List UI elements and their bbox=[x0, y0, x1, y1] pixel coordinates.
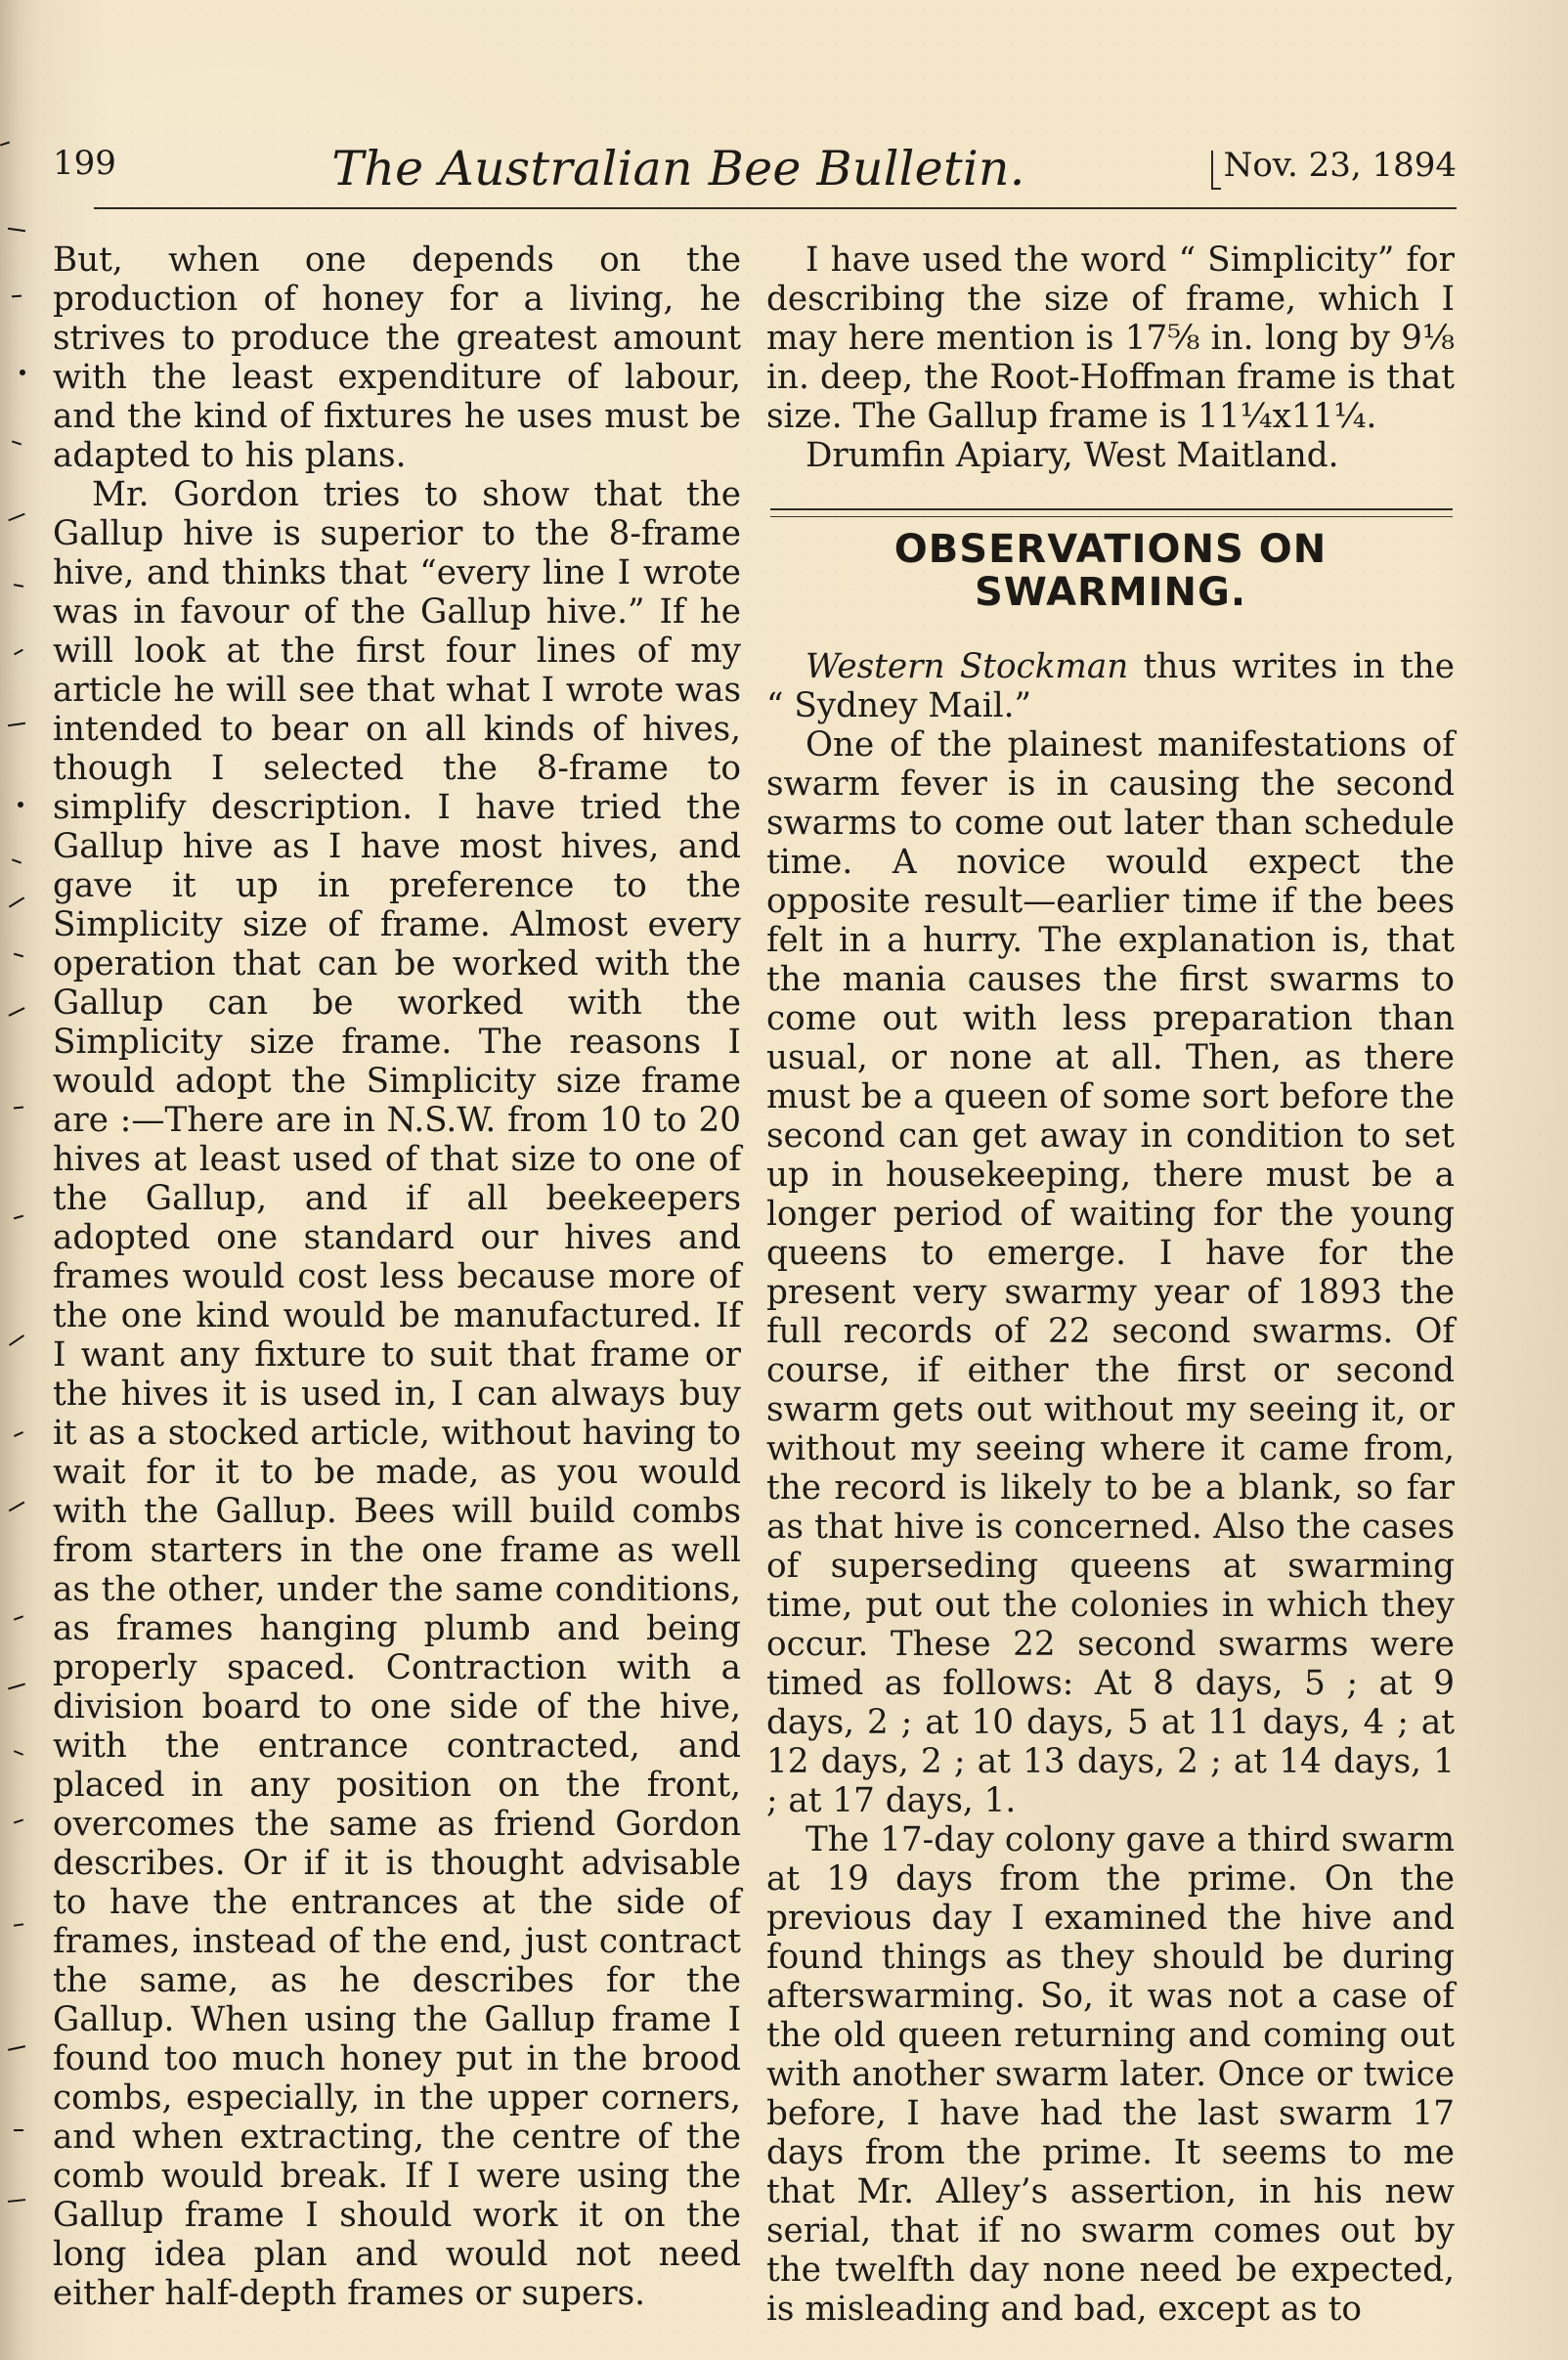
section-rule bbox=[770, 508, 1453, 510]
right-paragraph-1: I have used the word “ Simplicity” for describing the size of frame, which I may here mention is 17⅝ in. long by 9⅛ in. deep, the Root-Hoffman frame is that size. The Gallup frame is 11¼x11¼. bbox=[766, 240, 1455, 436]
binding-edge bbox=[0, 0, 39, 2360]
source-name: Western Stockman bbox=[806, 647, 1129, 687]
section-title: OBSERVATIONS ON SWARMING. bbox=[893, 527, 1328, 616]
apiary-signature: Drumfin Apiary, West Maitland. bbox=[806, 436, 1339, 475]
source-intro bbox=[766, 647, 1455, 725]
left-paragraph-2: Mr. Gordon tries to show that the Gallup hive is superior to the 8-frame hive, and thinks that “every line I wrote was in favour of the Gallup hive.” If he will look at the first four lines of my article he will see that what I wrote was intended to bear on all kinds of hives, though I selected the 8-frame to simplify description. I have tried the Gallup hive as I have most hives, and gave it up in preference to the Simplicity size of frame. Almost every operation that can be worked with the Gallup can be worked with the Simplicity size frame. The reasons I would adopt the Simplicity size frame are :—There are in N.S.W. from 10 to 20 hives at least used of that size to one of the Gallup, and if all beekeepers adopted one standard our hives and frames would cost less because more of the one kind would be manufactured. If I want any fixture to suit that frame or the hives it is used in, I can always buy it as a stocked article, without having to wait for it to be made, as you would with the Gallup. Bees will build combs from starters in the one frame as well as the other, under the same conditions, as frames hanging plumb and being properly spaced. Contraction with a division board to one side of the hive, with the entrance contracted, and placed in any position on the front, overcomes the same as friend Gordon describes. Or if it is thought advisable to have the entrances at the side of frames, instead of the end, just contract the same, as he describes for the Gallup. When using the Gallup frame I found too much honey put in the brood combs, especially, in the upper corners, and when extracting, the centre of the comb would break. If I were using the Gallup frame I should work it on the long idea plan and would not need either half-depth frames or supers. bbox=[53, 475, 741, 2313]
margin-mark bbox=[20, 370, 25, 375]
left-column bbox=[53, 240, 741, 2313]
header-rule bbox=[94, 207, 1457, 209]
source-intro-text: thus writes in the “ Sydney Mail.” bbox=[766, 647, 1455, 726]
journal-title: The Australian Bee Bulletin. bbox=[331, 141, 1025, 197]
right-paragraph-2: One of the plainest manifestations of swarm fever is in causing the second swarms to come out later than schedule time. A novice would expect the opposite result—earlier time if the bees felt in a hurry. The explanation is, that the mania causes the first swarms to come out with less preparation than usual, or none at all. Then, as there must be a queen of some sort before the second can get away in condition to set up in housekeeping, there must be a longer period of waiting for the young queens to emerge. I have for the present very swarmy year of 1893 the full records of 22 second swarms. Of course, if either the first or second swarm gets out without my seeing it, or without my seeing where it came from, the record is likely to be a blank, so far as that hive is concerned. Also the cases of superseding queens at swarming time, put out the colonies in which they occur. These 22 second swarms were timed as follows: At 8 days, 5 ; at 9 days, 2 ; at 10 days, 5 at 11 days, 4 ; at 12 days, 2 ; at 13 days, 2 ; at 14 days, 1 ; at 17 days, 1. bbox=[766, 725, 1455, 1821]
issue-date: Nov. 23, 1894 bbox=[1223, 146, 1457, 185]
issue-bracket bbox=[1211, 151, 1221, 190]
margin-mark bbox=[18, 802, 23, 808]
right-paragraph-3: The 17-day colony gave a third swarm at 19 days from the prime. On the previous day I examined the hive and found things as they should be during afterswarming. So, it was not a case of the old queen returning and coming out with another swarm later. Once or twice before, I have had the last swarm 17 days from the prime. It seems to me that Mr. Alley’s assertion, in his new serial, that if no swarm comes out by the twelfth day none need be expected, is misleading and bad, except as to bbox=[766, 1820, 1455, 2330]
page-header bbox=[53, 141, 1457, 217]
right-column bbox=[766, 240, 1455, 2329]
left-paragraph-1: But, when one depends on the production of honey for a living, he strives to produce the greatest amount with the least expenditure of labour, and the kind of fixtures he uses must be adapted to his plans. bbox=[53, 240, 741, 475]
margin-mark bbox=[14, 2129, 23, 2131]
page-number: 199 bbox=[53, 144, 116, 183]
